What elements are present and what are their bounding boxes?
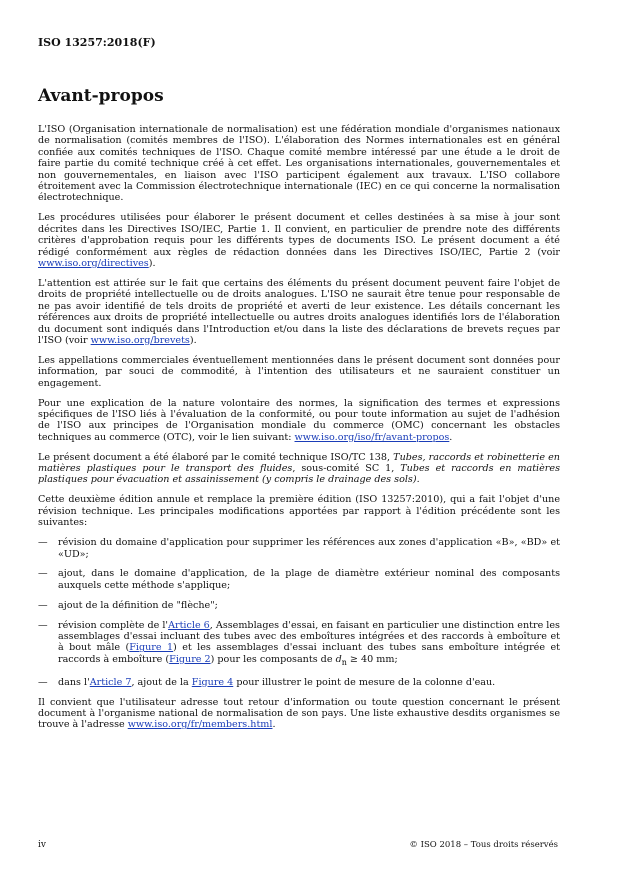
list-item: — révision complète de l'Article 6, Assemblages d'essai, en faisant en particulier une distinction entre les assemblages d'essai incluant des tubes avec des emboîtures intégrées et des raccords à emboîture et à bout mâle (Figure 1) et les assemblages d'essai incluant des tubes sans emboîture intégrée et raccords à emboîture (Figure 2) pour les composants de $d_n \ge 40$ mm; bbox=[38, 619, 560, 667]
article-6-link[interactable]: Article 6 bbox=[168, 619, 210, 631]
paragraph: Le présent document a été élaboré par le comité technique ISO/TC 138, Tubes, raccords et robinetterie en matières plastiques pour le transport des fluides, sous-comité SC 1, Tubes et raccords en matières plastiques pour évacuation et assainissement (y compris le drainage des sols). bbox=[38, 451, 560, 486]
brevets-link[interactable]: www.iso.org/brevets bbox=[90, 334, 190, 346]
directives-link[interactable]: www.iso.org/directives bbox=[38, 257, 149, 269]
figure-2-link[interactable]: Figure 2 bbox=[169, 653, 211, 665]
paragraph: Cette deuxième édition annule et remplace la première édition (ISO 13257:2010), qui a fait l'objet d'une révision technique. Les principales modifications apportées par rapport à l'édition précédente sont les suivantes: bbox=[38, 494, 560, 529]
list-item: — révision du domaine d'application pour supprimer les références aux zones d'application «B», «BD» et «UD»; bbox=[38, 537, 560, 560]
page-number: iv bbox=[38, 840, 46, 850]
copyright: © ISO 2018 – Tous droits réservés bbox=[409, 840, 558, 850]
article-7-link[interactable]: Article 7 bbox=[89, 676, 132, 688]
avant-propos-link[interactable]: www.iso.org/iso/fr/avant-propos bbox=[294, 431, 450, 443]
members-link[interactable]: www.iso.org/fr/members.html bbox=[127, 719, 273, 731]
paragraph: Les appellations commerciales éventuellement mentionnées dans le présent document sont données pour information, par souci de commodité, à l'intention des utilisateurs et ne sauraient constituer un engagement. bbox=[38, 354, 560, 389]
figure-4-link[interactable]: Figure 4 bbox=[191, 676, 234, 688]
list-item: — ajout de la définition de "flèche"; bbox=[38, 599, 218, 611]
page-title: Avant-propos bbox=[38, 86, 164, 106]
document-body bbox=[38, 124, 560, 739]
list-dash: — bbox=[38, 568, 48, 580]
list-dash: — bbox=[38, 619, 48, 631]
paragraph: Les procédures utilisées pour élaborer le présent document et celles destinées à sa mise à jour sont décrites dans les Directives ISO/IEC, Partie 1. Il convient, en particulier de prendre note des différents critères d'approbation requis pour les différents types de documents ISO. Le présent document a été rédigé conformément aux règles de rédaction données dans les Directives ISO/IEC, Partie 2 (voir www.iso.org/directives). bbox=[38, 212, 560, 269]
list-dash: — bbox=[38, 537, 48, 549]
list-item: — ajout, dans le domaine d'application, de la plage de diamètre extérieur nominal des composants auxquels cette méthode s'applique; bbox=[38, 568, 560, 591]
figure-1-link[interactable]: Figure 1 bbox=[129, 642, 174, 654]
list-dash: — bbox=[38, 599, 48, 611]
paragraph: L'attention est attirée sur le fait que certains des éléments du présent document peuvent faire l'objet de droits de propriété intellectuelle ou de droits analogues. L'ISO ne saurait être tenue pour responsable de ne pas avoir identifié de tels droits de propriété et averti de leur existence. Les détails concernant les références aux droits de propriété intellectuelle ou autres droits analogues identifiés lors de l'élaboration du document sont indiqués dans l'Introduction et/ou dans la liste des déclarations de brevets reçues par l'ISO (voir www.iso.org/brevets). bbox=[38, 277, 560, 346]
list-dash: — bbox=[38, 676, 48, 688]
paragraph: Pour une explication de la nature volontaire des normes, la signification des termes et expressions spécifiques de l'ISO liés à l'évaluation de la conformité, ou pour toute information au sujet de l'adhésion de l'ISO aux principes de l'Organisation mondiale du commerce (OMC) concernant les obstacles techniques au commerce (OTC), voir le lien suivant: www.iso.org/iso/fr/avant-propos. bbox=[38, 397, 560, 443]
list-item: — dans l'Article 7, ajout de la Figure 4 pour illustrer le point de mesure de la colonne d'eau. bbox=[38, 676, 496, 688]
document-id: ISO 13257:2018(F) bbox=[38, 36, 156, 49]
paragraph: Il convient que l'utilisateur adresse tout retour d'information ou toute question concernant le présent document à l'organisme national de normalisation de son pays. Une liste exhaustive desdits organismes se trouve à l'adresse www.iso.org/fr/members.html. bbox=[38, 696, 560, 731]
paragraph: L'ISO (Organisation internationale de normalisation) est une fédération mondiale d'organismes nationaux de normalisation (comités membres de l'ISO). L'élaboration des Normes internationales est en général confiée aux comités techniques de l'ISO. Chaque comité membre intéressé par une étude a le droit de faire partie du comité technique créé à cet effet. Les organisations internationales, gouvernementales et non gouvernementales, en liaison avec l'ISO participent également aux travaux. L'ISO collabore étroitement avec la Commission électrotechnique internationale (IEC) en ce qui concerne la normalisation électrotechnique. bbox=[38, 124, 560, 204]
